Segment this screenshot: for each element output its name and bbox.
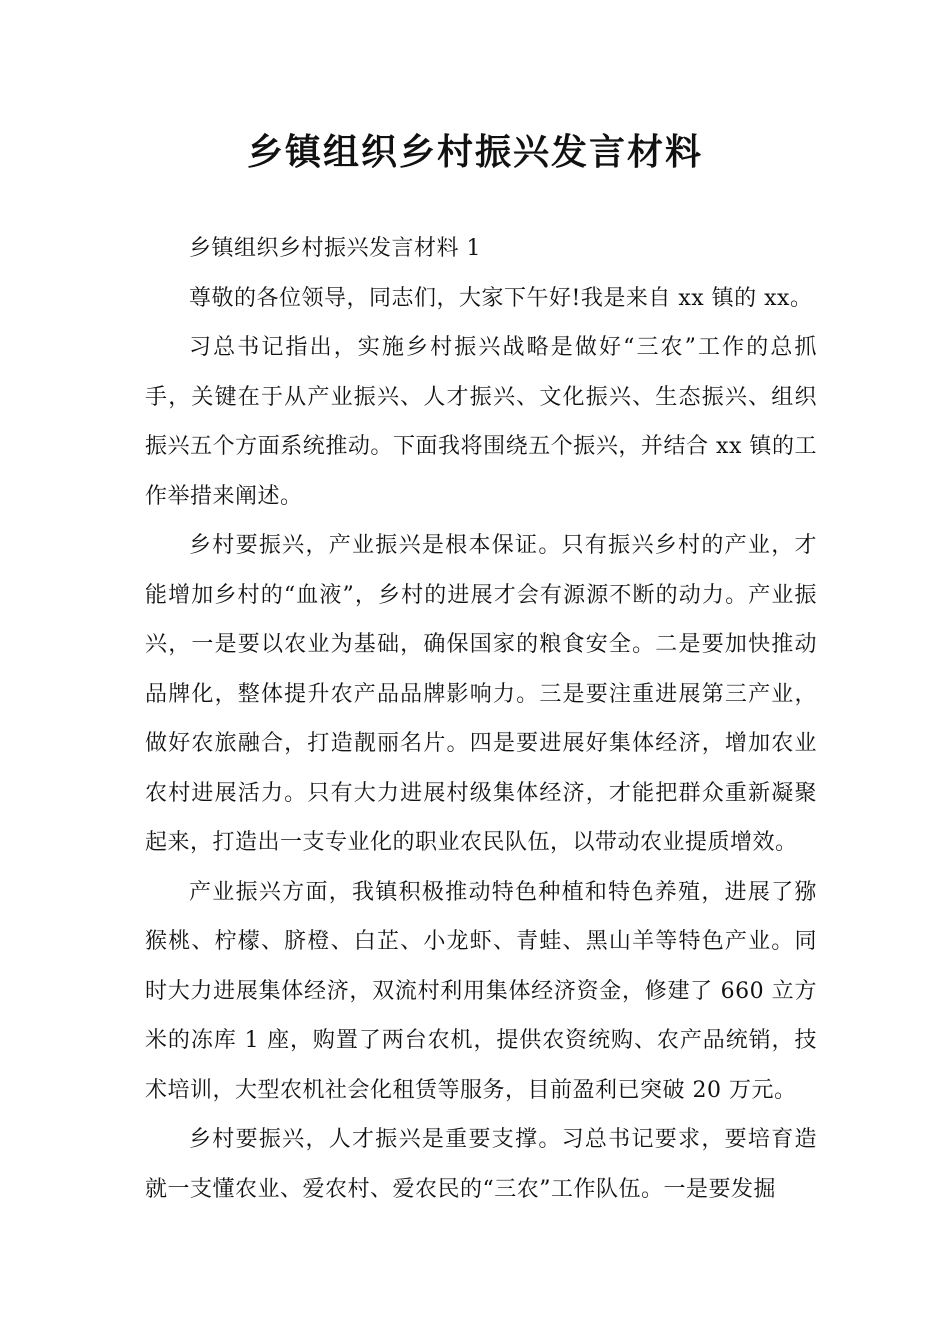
paragraph: 习总书记指出，实施乡村振兴战略是做好“三农”工作的总抓手，关键在于从产业振兴、人才振兴、文化振兴、生态振兴、组织振兴五个方面系统推动。下面我将围绕五个振兴，并结合 xx 镇的工作举措来阐述。 — [145, 335, 817, 509]
document-body — [145, 224, 817, 1214]
paragraph-greeting: 尊敬的各位领导，同志们，大家下午好!我是来自 xx 镇的 xx。 — [189, 285, 813, 311]
paragraph: 乡村要振兴，产业振兴是根本保证。只有振兴乡村的产业，才能增加乡村的“血液”，乡村的进展才会有源源不断的动力。产业振兴，一是要以农业为基础，确保国家的粮食安全。二是要加快推动品牌化，整体提升农产品品牌影响力。三是要注重进展第三产业，做好农旅融合，打造靓丽名片。四是要进展好集体经济，增加农业农村进展活力。只有大力进展村级集体经济，才能把群众重新凝聚起来，打造出一支专业化的职业农民队伍，以带动农业提质增效。 — [145, 533, 817, 855]
document-title: 乡镇组织乡村振兴发言材料 — [246, 132, 703, 173]
paragraph: 乡村要振兴，人才振兴是重要支撑。习总书记要求，要培育造就一支懂农业、爱农村、爱农民的“三农”工作队伍。一是要发掘 — [145, 1127, 817, 1202]
paragraph: 产业振兴方面，我镇积极推动特色种植和特色养殖，进展了猕猴桃、柠檬、脐橙、白芷、小龙虾、青蛙、黑山羊等特色产业。同时大力进展集体经济，双流村利用集体经济资金，修建了 660 立方米的冻库 1 座，购置了两台农机，提供农资统购、农产品统销，技术培训，大型农机社会化租赁等服务，目前盈利已突破 20 万元。 — [145, 879, 817, 1103]
paragraph-subtitle: 乡镇组织乡村振兴发言材料 1 — [189, 236, 481, 261]
